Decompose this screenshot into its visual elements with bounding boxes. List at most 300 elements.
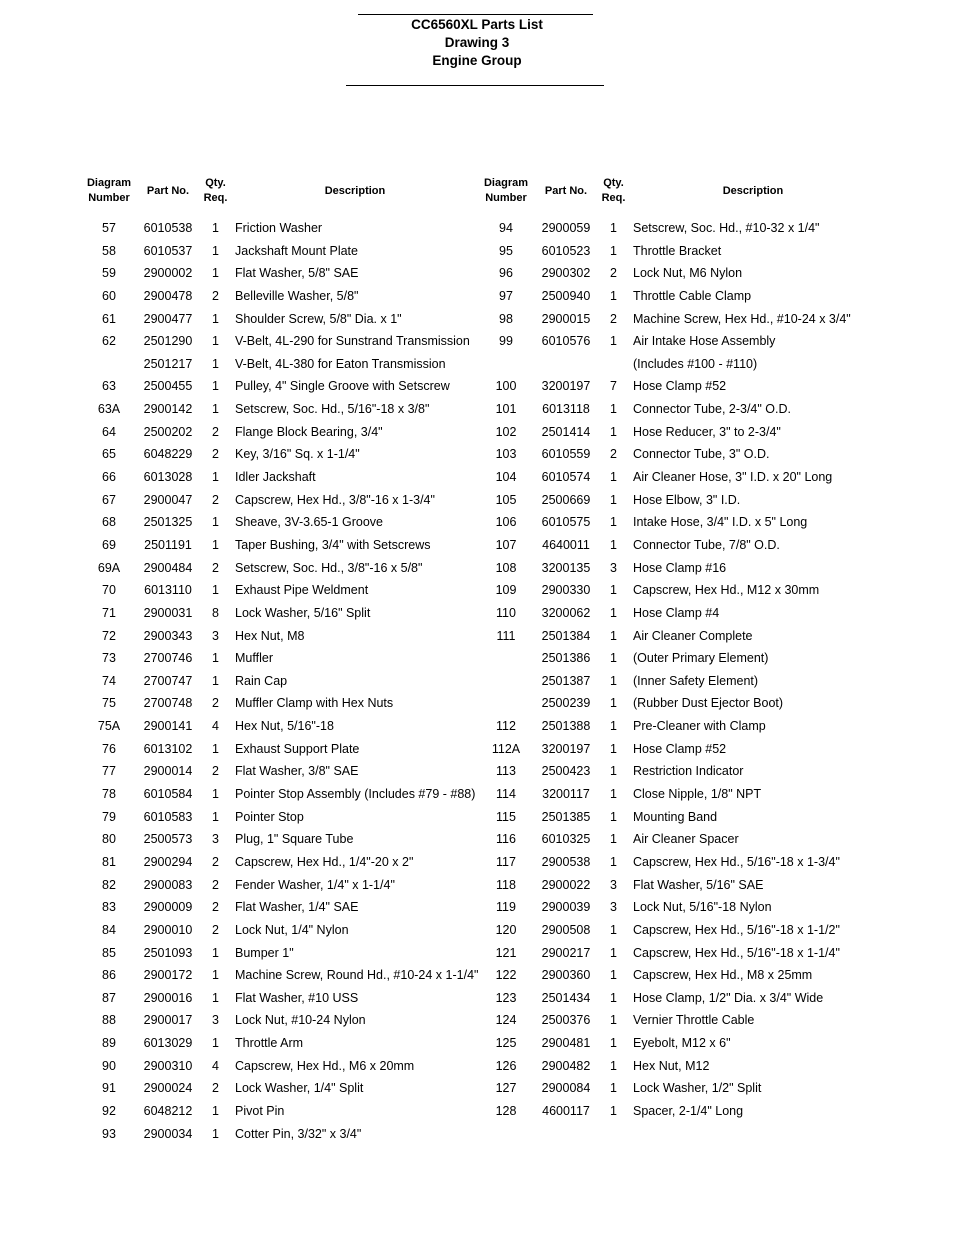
diagram-number-cell: 71 xyxy=(102,605,116,620)
description-cell: (Includes #100 - #110) xyxy=(633,356,758,371)
quantity-cell: 1 xyxy=(610,854,617,869)
quantity-cell: 3 xyxy=(212,628,219,643)
quantity-cell: 2 xyxy=(610,311,617,326)
quantity-cell: 7 xyxy=(610,379,617,394)
description-cell: Shoulder Screw, 5/8" Dia. x 1" xyxy=(235,311,402,326)
diagram-number-cell: 84 xyxy=(102,922,116,937)
description-cell: Flat Washer, 5/16" SAE xyxy=(633,877,764,892)
description-cell: Air Cleaner Hose, 3" I.D. x 20" Long xyxy=(633,470,833,485)
part-number-cell: 6010583 xyxy=(143,809,193,824)
part-number-cell: 2900039 xyxy=(541,900,591,915)
diagram-number-cell: 113 xyxy=(496,764,516,779)
diagram-number-cell: 91 xyxy=(102,1081,116,1096)
part-number-cell: 3200062 xyxy=(541,605,591,620)
description-cell: Bumper 1" xyxy=(235,945,294,960)
part-number-cell: 6048229 xyxy=(143,447,193,462)
description-cell: Mounting Band xyxy=(633,809,718,824)
header-text: Qty. xyxy=(205,177,226,189)
part-number-cell: 2900010 xyxy=(143,922,193,937)
quantity-cell: 1 xyxy=(610,922,617,937)
table-row xyxy=(0,240,954,263)
diagram-number-cell: 122 xyxy=(495,968,517,983)
quantity-cell: 1 xyxy=(610,673,617,688)
part-number-cell: 2900014 xyxy=(143,764,193,779)
description-cell: Throttle Bracket xyxy=(633,243,722,258)
part-number-cell: 2900172 xyxy=(143,968,193,983)
description-cell: Spacer, 2-1/4" Long xyxy=(633,1103,744,1118)
part-number-cell: 2900059 xyxy=(541,221,591,235)
quantity-cell: 1 xyxy=(212,968,219,983)
description-cell: Exhaust Support Plate xyxy=(235,741,360,756)
description-cell: Hose Clamp #52 xyxy=(633,741,727,756)
quantity-cell: 1 xyxy=(212,379,219,394)
diagram-number-cell: 76 xyxy=(102,741,116,756)
table-row xyxy=(0,353,954,376)
quantity-cell: 3 xyxy=(610,877,617,892)
part-number-cell: 2500202 xyxy=(143,424,193,439)
part-number-cell: 6010537 xyxy=(143,243,193,258)
quantity-cell: 1 xyxy=(610,537,617,552)
table-row xyxy=(0,625,954,648)
left-part-no-header: Part No. xyxy=(146,185,190,197)
header-text: Diagram xyxy=(86,177,132,189)
part-number-cell: 2900017 xyxy=(143,1013,193,1028)
description-cell: Connector Tube, 3" O.D. xyxy=(633,447,770,462)
table-row xyxy=(0,489,954,512)
part-number-cell: 2501385 xyxy=(541,809,591,824)
diagram-number-cell: 70 xyxy=(102,583,116,598)
part-number-cell: 2501388 xyxy=(541,719,591,734)
diagram-number-cell: 104 xyxy=(495,470,517,485)
diagram-number-cell: 58 xyxy=(102,243,116,258)
quantity-cell: 1 xyxy=(212,470,219,485)
diagram-number-cell: 81 xyxy=(102,854,116,869)
diagram-number-cell: 79 xyxy=(102,809,116,824)
diagram-number-cell: 117 xyxy=(496,854,516,869)
table-row xyxy=(0,828,954,851)
part-number-cell: 4600117 xyxy=(542,1103,590,1118)
part-number-cell: 6010523 xyxy=(541,243,591,258)
part-number-cell: 2500423 xyxy=(541,764,591,779)
part-number-cell: 2700747 xyxy=(143,673,193,688)
part-number-cell: 6013028 xyxy=(143,470,193,485)
quantity-cell: 1 xyxy=(212,787,219,802)
diagram-number-cell: 68 xyxy=(102,515,116,530)
quantity-cell: 1 xyxy=(610,583,617,598)
quantity-cell: 2 xyxy=(212,1081,219,1096)
diagram-number-cell: 88 xyxy=(102,1013,116,1028)
table-row xyxy=(0,1100,954,1123)
table-row xyxy=(0,964,954,987)
quantity-cell: 2 xyxy=(212,900,219,915)
quantity-cell: 1 xyxy=(610,651,617,666)
description-cell: Muffler xyxy=(235,651,273,666)
description-cell: Sheave, 3V-3.65-1 Groove xyxy=(235,515,384,530)
quantity-cell: 2 xyxy=(212,696,219,711)
diagram-number-cell: 116 xyxy=(496,832,516,847)
table-row xyxy=(0,534,954,557)
part-number-cell: 2501325 xyxy=(143,515,193,530)
description-cell: Hose Clamp #52 xyxy=(633,379,727,394)
description-cell: Throttle Cable Clamp xyxy=(633,288,752,303)
table-row xyxy=(0,760,954,783)
part-number-cell: 2900310 xyxy=(143,1058,193,1073)
part-number-cell: 2900142 xyxy=(143,402,193,417)
diagram-number-cell: 67 xyxy=(102,492,116,507)
diagram-number-cell: 63 xyxy=(102,379,116,394)
table-row xyxy=(0,647,954,670)
quantity-cell: 1 xyxy=(212,583,219,598)
description-cell: Intake Hose, 3/4" I.D. x 5" Long xyxy=(633,515,808,530)
table-row xyxy=(0,919,954,942)
quantity-cell: 1 xyxy=(610,741,617,756)
table-row xyxy=(0,1032,954,1055)
quantity-cell: 1 xyxy=(212,266,219,281)
quantity-cell: 2 xyxy=(212,764,219,779)
description-cell: Connector Tube, 2-3/4" O.D. xyxy=(633,402,791,417)
description-cell: Hose Clamp #4 xyxy=(633,605,720,620)
diagram-number-cell: 80 xyxy=(102,832,116,847)
table-row xyxy=(0,217,954,240)
description-cell: Lock Washer, 1/4" Split xyxy=(235,1081,364,1096)
quantity-cell: 2 xyxy=(212,492,219,507)
right-parts-table xyxy=(0,217,954,1123)
header-text: Qty. xyxy=(603,177,624,189)
part-number-cell: 4640011 xyxy=(542,537,590,552)
description-cell: Machine Screw, Round Hd., #10-24 x 1-1/4" xyxy=(235,968,479,983)
description-cell: V-Belt, 4L-290 for Sunstrand Transmission xyxy=(235,334,470,349)
quantity-cell: 1 xyxy=(212,243,219,258)
diagram-number-cell: 100 xyxy=(495,379,517,394)
quantity-cell: 1 xyxy=(610,424,617,439)
part-number-cell: 2501387 xyxy=(541,673,591,688)
part-number-cell: 2501217 xyxy=(143,356,193,371)
diagram-number-cell: 125 xyxy=(495,1036,517,1051)
diagram-number-cell: 99 xyxy=(499,334,513,349)
description-cell: Setscrew, Soc. Hd., 3/8"-16 x 5/8" xyxy=(235,560,423,575)
diagram-number-cell: 92 xyxy=(102,1103,116,1118)
part-number-cell: 6010559 xyxy=(541,447,591,462)
description-cell: Pointer Stop xyxy=(235,809,304,824)
description-cell: Hex Nut, 5/16"-18 xyxy=(235,719,334,734)
description-cell: Lock Nut, M6 Nylon xyxy=(633,266,743,281)
quantity-cell: 1 xyxy=(212,1126,219,1141)
diagram-number-cell: 96 xyxy=(499,266,513,281)
quantity-cell: 1 xyxy=(610,243,617,258)
description-cell: Lock Washer, 1/2" Split xyxy=(633,1081,762,1096)
part-number-cell: 2900022 xyxy=(541,877,591,892)
description-cell: Pre-Cleaner with Clamp xyxy=(633,719,766,734)
diagram-number-cell: 106 xyxy=(495,515,517,530)
quantity-cell: 1 xyxy=(610,1103,617,1118)
table-row xyxy=(0,579,954,602)
header-top-rule xyxy=(358,14,593,15)
part-number-cell: 6010574 xyxy=(541,470,591,485)
quantity-cell: 1 xyxy=(610,696,617,711)
description-cell: Air Cleaner Complete xyxy=(633,628,753,643)
diagram-number-cell: 60 xyxy=(102,288,116,303)
table-row xyxy=(0,398,954,421)
description-cell: Capscrew, Hex Hd., 5/16"-18 x 1-1/4" xyxy=(633,945,840,960)
part-number-cell: 2900009 xyxy=(143,900,193,915)
quantity-cell: 1 xyxy=(212,402,219,417)
quantity-cell: 1 xyxy=(610,1058,617,1073)
table-row xyxy=(0,851,954,874)
quantity-cell: 2 xyxy=(212,424,219,439)
diagram-number-cell: 82 xyxy=(102,877,116,892)
part-number-cell: 2900031 xyxy=(143,605,193,620)
description-cell: Capscrew, Hex Hd., M6 x 20mm xyxy=(235,1058,415,1073)
left-diagram-number-header xyxy=(78,176,140,206)
table-row xyxy=(0,1123,954,1146)
parts-list-title: CC6560XL Parts List xyxy=(411,17,543,32)
diagram-number-cell: 83 xyxy=(102,900,116,915)
quantity-cell: 1 xyxy=(610,764,617,779)
left-description-header: Description xyxy=(324,185,386,197)
quantity-cell: 2 xyxy=(212,447,219,462)
part-number-cell: 2900508 xyxy=(541,922,591,937)
table-row xyxy=(0,443,954,466)
part-number-cell: 2501386 xyxy=(541,651,591,666)
drawing-label: Drawing 3 xyxy=(444,35,510,50)
quantity-cell: 1 xyxy=(610,1081,617,1096)
table-row xyxy=(0,715,954,738)
part-number-cell: 2900034 xyxy=(143,1126,193,1141)
description-cell: Hose Reducer, 3" to 2-3/4" xyxy=(633,424,781,439)
description-cell: Plug, 1" Square Tube xyxy=(235,832,354,847)
diagram-number-cell: 61 xyxy=(102,311,116,326)
diagram-number-cell: 64 xyxy=(102,424,116,439)
quantity-cell: 1 xyxy=(610,628,617,643)
quantity-cell: 1 xyxy=(212,1036,219,1051)
diagram-number-cell: 101 xyxy=(495,402,517,417)
table-row xyxy=(0,692,954,715)
quantity-cell: 1 xyxy=(212,311,219,326)
quantity-cell: 2 xyxy=(610,447,617,462)
description-cell: Hose Clamp #16 xyxy=(633,560,727,575)
part-number-cell: 2900084 xyxy=(541,1081,591,1096)
description-cell: Hex Nut, M12 xyxy=(633,1058,710,1073)
description-cell: Hose Clamp, 1/2" Dia. x 3/4" Wide xyxy=(633,990,824,1005)
table-row xyxy=(0,602,954,625)
description-cell: Jackshaft Mount Plate xyxy=(235,243,358,258)
quantity-cell: 1 xyxy=(610,288,617,303)
part-number-cell: 2900302 xyxy=(541,266,591,281)
group-label: Engine Group xyxy=(432,53,522,68)
table-row xyxy=(0,421,954,444)
diagram-number-cell: 93 xyxy=(102,1126,116,1141)
description-cell: Lock Nut, 5/16"-18 Nylon xyxy=(633,900,772,915)
diagram-number-cell: 97 xyxy=(499,288,513,303)
description-cell: Throttle Arm xyxy=(235,1036,304,1051)
part-number-cell: 2500455 xyxy=(143,379,193,394)
part-number-cell: 6013102 xyxy=(143,741,193,756)
table-row xyxy=(0,557,954,580)
part-number-cell: 2900002 xyxy=(143,266,193,281)
description-cell: Close Nipple, 1/8" NPT xyxy=(633,787,762,802)
part-number-cell: 2501290 xyxy=(143,334,193,349)
part-number-cell: 3200197 xyxy=(541,741,591,756)
quantity-cell: 1 xyxy=(212,537,219,552)
part-number-cell: 2900294 xyxy=(143,854,193,869)
table-row xyxy=(0,942,954,965)
table-row xyxy=(0,375,954,398)
diagram-number-cell: 109 xyxy=(495,583,517,598)
diagram-number-cell: 89 xyxy=(102,1036,116,1051)
diagram-number-cell: 119 xyxy=(496,900,516,915)
diagram-number-cell: 114 xyxy=(496,787,516,802)
diagram-number-cell: 115 xyxy=(496,809,516,824)
diagram-number-cell: 123 xyxy=(495,990,517,1005)
table-row xyxy=(0,874,954,897)
part-number-cell: 2900481 xyxy=(541,1036,591,1051)
quantity-cell: 1 xyxy=(610,492,617,507)
diagram-number-cell: 75A xyxy=(97,719,121,734)
part-number-cell: 2900478 xyxy=(143,288,193,303)
diagram-number-cell: 103 xyxy=(495,447,517,462)
table-row xyxy=(0,806,954,829)
right-description-header: Description xyxy=(722,185,784,197)
part-number-cell: 2900330 xyxy=(541,583,591,598)
diagram-number-cell: 126 xyxy=(495,1058,517,1073)
description-cell: Key, 3/16" Sq. x 1-1/4" xyxy=(235,447,360,462)
description-cell: Capscrew, Hex Hd., M12 x 30mm xyxy=(633,583,820,598)
left-qty-header xyxy=(198,176,233,206)
diagram-number-cell: 107 xyxy=(495,537,517,552)
part-number-cell: 2900343 xyxy=(143,628,193,643)
quantity-cell: 1 xyxy=(212,1103,219,1118)
part-number-cell: 6010325 xyxy=(541,832,591,847)
part-number-cell: 2900047 xyxy=(143,492,193,507)
description-cell: Flat Washer, 3/8" SAE xyxy=(235,764,359,779)
description-cell: Hose Elbow, 3" I.D. xyxy=(633,492,741,507)
diagram-number-cell: 118 xyxy=(496,877,516,892)
diagram-number-cell: 108 xyxy=(495,560,517,575)
description-cell: Setscrew, Soc. Hd., 5/16"-18 x 3/8" xyxy=(235,402,430,417)
diagram-number-cell: 69 xyxy=(102,537,116,552)
quantity-cell: 1 xyxy=(610,968,617,983)
quantity-cell: 1 xyxy=(212,673,219,688)
quantity-cell: 1 xyxy=(212,356,219,371)
part-number-cell: 2900482 xyxy=(541,1058,591,1073)
part-number-cell: 2500376 xyxy=(541,1013,591,1028)
quantity-cell: 1 xyxy=(610,719,617,734)
quantity-cell: 1 xyxy=(610,990,617,1005)
header-text: Number xyxy=(88,192,130,204)
part-number-cell: 2500573 xyxy=(143,832,193,847)
table-row xyxy=(0,738,954,761)
description-cell: (Rubber Dust Ejector Boot) xyxy=(633,696,784,711)
table-row xyxy=(0,466,954,489)
quantity-cell: 1 xyxy=(212,334,219,349)
quantity-cell: 1 xyxy=(610,402,617,417)
part-number-cell: 3200117 xyxy=(542,787,590,802)
table-row xyxy=(0,511,954,534)
header-text: Req. xyxy=(601,192,626,204)
description-cell: Air Cleaner Spacer xyxy=(633,832,739,847)
diagram-number-cell: 121 xyxy=(495,945,517,960)
quantity-cell: 1 xyxy=(212,741,219,756)
description-cell: Connector Tube, 7/8" O.D. xyxy=(633,537,780,552)
part-number-cell: 3200135 xyxy=(541,560,591,575)
quantity-cell: 1 xyxy=(212,515,219,530)
diagram-number-cell: 94 xyxy=(499,221,513,235)
quantity-cell: 3 xyxy=(212,832,219,847)
description-cell: Flat Washer, #10 USS xyxy=(235,990,359,1005)
header-bottom-rule xyxy=(346,85,604,86)
description-cell: Lock Nut, #10-24 Nylon xyxy=(235,1013,366,1028)
quantity-cell: 1 xyxy=(610,787,617,802)
description-cell: Capscrew, Hex Hd., 3/8"-16 x 1-3/4" xyxy=(235,492,435,507)
right-qty-header xyxy=(596,176,631,206)
diagram-number-cell: 128 xyxy=(495,1103,517,1118)
quantity-cell: 1 xyxy=(610,945,617,960)
table-row xyxy=(0,285,954,308)
quantity-cell: 2 xyxy=(212,922,219,937)
quantity-cell: 8 xyxy=(212,605,219,620)
quantity-cell: 3 xyxy=(610,560,617,575)
part-number-cell: 2900538 xyxy=(541,854,591,869)
part-number-cell: 2900024 xyxy=(143,1081,193,1096)
diagram-number-cell: 59 xyxy=(102,266,116,281)
description-cell: (Inner Safety Element) xyxy=(633,673,759,688)
part-number-cell: 2501191 xyxy=(144,537,192,552)
quantity-cell: 3 xyxy=(610,900,617,915)
quantity-cell: 3 xyxy=(212,1013,219,1028)
table-row xyxy=(0,330,954,353)
quantity-cell: 1 xyxy=(212,990,219,1005)
description-cell: Flange Block Bearing, 3/4" xyxy=(235,424,383,439)
diagram-number-cell: 72 xyxy=(102,628,116,643)
diagram-number-cell: 57 xyxy=(102,221,116,235)
description-cell: Belleville Washer, 5/8" xyxy=(235,288,359,303)
part-number-cell: 2500669 xyxy=(541,492,591,507)
quantity-cell: 1 xyxy=(610,809,617,824)
part-number-cell: 6010538 xyxy=(143,221,193,235)
description-cell: Friction Washer xyxy=(235,221,323,235)
diagram-number-cell: 90 xyxy=(102,1058,116,1073)
description-cell: Fender Washer, 1/4" x 1-1/4" xyxy=(235,877,395,892)
diagram-number-cell: 63A xyxy=(97,402,121,417)
diagram-number-cell: 102 xyxy=(495,424,517,439)
description-cell: V-Belt, 4L-380 for Eaton Transmission xyxy=(235,356,446,371)
quantity-cell: 1 xyxy=(212,221,219,235)
part-number-cell: 2700746 xyxy=(143,651,193,666)
part-number-cell: 2500940 xyxy=(541,288,591,303)
diagram-number-cell: 95 xyxy=(499,243,513,258)
part-number-cell: 2900015 xyxy=(541,311,591,326)
quantity-cell: 2 xyxy=(610,266,617,281)
part-number-cell: 2900016 xyxy=(143,990,193,1005)
quantity-cell: 4 xyxy=(212,719,219,734)
part-number-cell: 2900477 xyxy=(143,311,193,326)
diagram-number-cell: 120 xyxy=(495,922,517,937)
diagram-number-cell: 105 xyxy=(495,492,517,507)
diagram-number-cell: 77 xyxy=(102,764,116,779)
description-cell: Pulley, 4" Single Groove with Setscrew xyxy=(235,379,450,394)
part-number-cell: 6013029 xyxy=(143,1036,193,1051)
diagram-number-cell: 127 xyxy=(495,1081,517,1096)
description-cell: Vernier Throttle Cable xyxy=(633,1013,755,1028)
description-cell: Muffler Clamp with Hex Nuts xyxy=(235,696,394,711)
description-cell: Lock Nut, 1/4" Nylon xyxy=(235,922,349,937)
part-number-cell: 3200197 xyxy=(541,379,591,394)
quantity-cell: 1 xyxy=(610,515,617,530)
part-number-cell: 2501093 xyxy=(143,945,193,960)
diagram-number-cell: 86 xyxy=(102,968,116,983)
part-number-cell: 2900083 xyxy=(143,877,193,892)
quantity-cell: 1 xyxy=(610,1036,617,1051)
